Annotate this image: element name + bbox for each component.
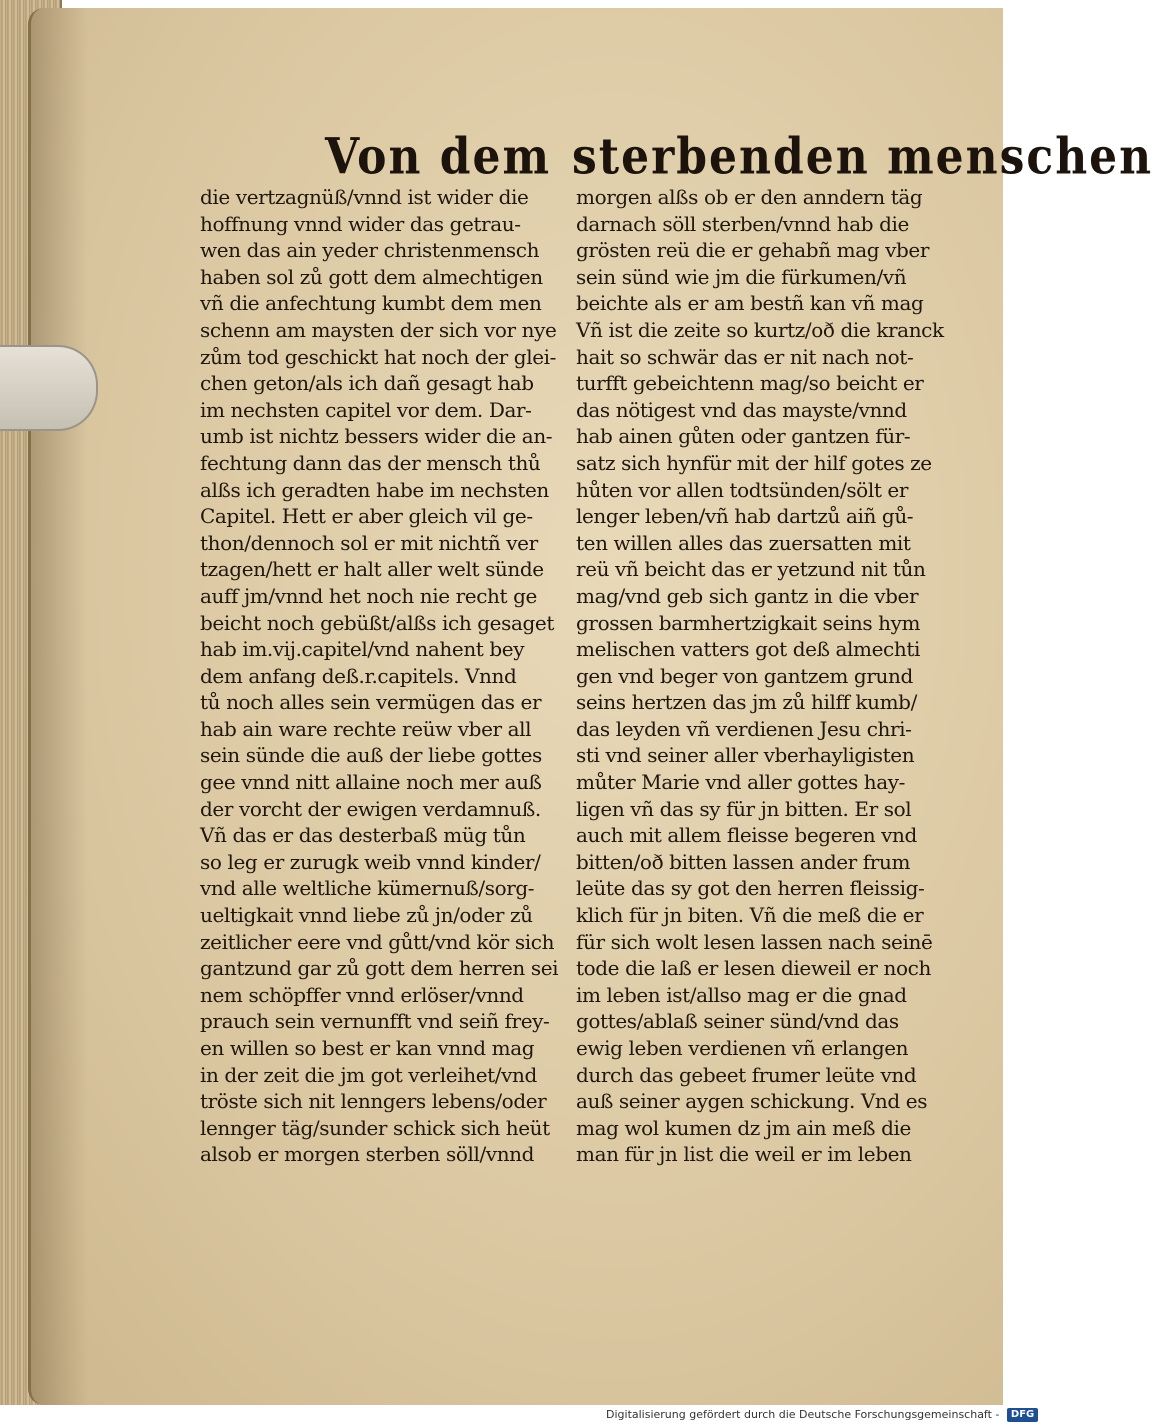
text-line: sti vnd seiner aller vberhayligisten xyxy=(576,743,915,768)
text-line: ewig leben verdienen vñ erlangen xyxy=(576,1036,909,1060)
text-line: beicht noch gebüßt/alßs ich gesaget xyxy=(200,610,554,635)
text-line: bitten/oð bitten lassen ander frum xyxy=(576,849,911,874)
text-line: Vñ das er das desterbaß müg tůn xyxy=(200,823,526,848)
text-column-right xyxy=(576,184,944,1168)
text-line: gottes/ablaß seiner sünd/vnd das xyxy=(576,1009,899,1034)
text-line: im leben ist/allso mag er die gnad xyxy=(576,982,907,1007)
text-line: grossen barmhertzigkait seins hym xyxy=(576,610,921,635)
text-line: vñ die anfechtung kumbt dem men xyxy=(200,291,542,316)
text-line: prauch sein vernunfft vnd seiñ frey- xyxy=(200,1009,550,1034)
text-line: mag/vnd geb sich gantz in die vber xyxy=(576,583,919,608)
text-line: auff jm/vnnd het noch nie recht ge xyxy=(200,583,537,608)
text-line: alsob er morgen sterben söll/vnnd xyxy=(200,1142,535,1167)
text-line: die vertzagnüß/vnnd ist wider die xyxy=(200,185,529,209)
text-line: tzagen/hett er halt aller welt sünde xyxy=(200,557,544,582)
running-header-right: sterbenden menschen xyxy=(572,128,1153,186)
text-line: nem schöpffer vnnd erlöser/vnnd xyxy=(200,982,524,1007)
text-line: zeitlicher eere vnd gůtt/vnd kör sich xyxy=(200,929,555,954)
text-line: haben sol zů gott dem almechtigen xyxy=(200,264,543,289)
text-line: satz sich hynfür mit der hilf gotes ze xyxy=(576,450,932,475)
text-line: klich für jn biten. Vñ die meß die er xyxy=(576,903,924,928)
text-line: alßs ich geradten habe im nechsten xyxy=(200,477,549,502)
text-line: hoffnung vnnd wider das getrau- xyxy=(200,211,521,236)
text-line: auch mit allem fleisse begeren vnd xyxy=(576,823,917,848)
text-line: für sich wolt lesen lassen nach seinē xyxy=(576,929,933,954)
text-line: turfft gebeichtenn mag/so beicht er xyxy=(576,371,924,396)
text-line: darnach söll sterben/vnnd hab die xyxy=(576,211,909,236)
text-line: Capitel. Hett er aber gleich vil ge- xyxy=(200,504,533,529)
footer-text: Digitalisierung gefördert durch die Deutsche Forschungsgemeinschaft - xyxy=(606,1408,1000,1421)
text-line: gantzund gar zů gott dem herren sei xyxy=(200,956,559,981)
text-line: lennger täg/sunder schick sich heüt xyxy=(200,1115,550,1140)
text-line: Vñ ist die zeite so kurtz/oð die kranck xyxy=(576,317,944,342)
text-line: vnd alle weltliche kümernuß/sorg- xyxy=(200,876,535,901)
text-column-left xyxy=(200,184,559,1168)
text-line: hůten vor allen todtsünden/sölt er xyxy=(576,477,909,502)
running-header-left: Von dem xyxy=(325,128,552,186)
text-line: in der zeit die jm got verleihet/vnd xyxy=(200,1062,537,1087)
text-line: das leyden vñ verdienen Jesu chri- xyxy=(576,716,912,741)
text-line: zům tod geschickt hat noch der glei- xyxy=(200,344,556,369)
text-line: gee vnnd nitt allaine noch mer auß xyxy=(200,770,542,795)
dfg-logo: DFG xyxy=(1007,1408,1038,1422)
text-line: tů noch alles sein vermügen das er xyxy=(200,690,542,715)
text-line: ten willen alles das zuersatten mit xyxy=(576,530,911,555)
text-line: der vorcht der ewigen verdamnuß. xyxy=(200,796,541,821)
text-line: dem anfang deß.r.capitels. Vnnd xyxy=(200,663,517,688)
text-line: reü vñ beicht das er yetzund nit tůn xyxy=(576,557,926,582)
text-line: sein sünde die auß der liebe gottes xyxy=(200,743,542,768)
text-line: grösten reü die er gehabñ mag vber xyxy=(576,238,929,263)
text-line: schenn am maysten der sich vor nye xyxy=(200,317,557,342)
text-line: hab im.vij.capitel/vnd nahent bey xyxy=(200,637,525,662)
text-line: tode die laß er lesen dieweil er noch xyxy=(576,956,931,981)
text-line: sein sünd wie jm die fürkumen/vñ xyxy=(576,264,907,289)
text-line: im nechsten capitel vor dem. Dar- xyxy=(200,397,532,422)
text-line: gen vnd beger von gantzem grund xyxy=(576,663,913,688)
text-line: morgen alßs ob er den anndern täg xyxy=(576,185,923,209)
text-line: wen das ain yeder christenmensch xyxy=(200,238,540,263)
text-line: auß seiner aygen schickung. Vnd es xyxy=(576,1089,928,1114)
text-line: ueltigkait vnnd liebe zů jn/oder zů xyxy=(200,903,533,928)
text-line: můter Marie vnd aller gottes hay- xyxy=(576,770,906,795)
text-line: das nötigest vnd das mayste/vnnd xyxy=(576,397,907,422)
text-line: hait so schwär das er nit nach not- xyxy=(576,344,914,369)
text-line: hab ain ware rechte reüw vber all xyxy=(200,716,532,741)
text-line: seins hertzen das jm zů hilff kumb/ xyxy=(576,690,917,715)
text-line: man für jn list die weil er im leben xyxy=(576,1142,912,1167)
text-line: so leg er zurugk weib vnnd kinder/ xyxy=(200,849,541,874)
text-line: umb ist nichtz bessers wider die an- xyxy=(200,424,553,449)
text-line: thon/dennoch sol er mit nichtñ ver xyxy=(200,530,538,555)
text-line: lenger leben/vñ hab dartzů aiñ gů- xyxy=(576,504,914,529)
text-line: leüte das sy got den herren fleissig- xyxy=(576,876,925,901)
footer-credit xyxy=(606,1405,1035,1425)
text-line: beichte als er am bestñ kan vñ mag xyxy=(576,291,924,316)
gutter-shadow xyxy=(28,8,88,1405)
text-line: hab ainen gůten oder gantzen für- xyxy=(576,424,911,449)
page-clip xyxy=(0,345,98,431)
text-line: chen geton/als ich dañ gesagt hab xyxy=(200,371,534,396)
text-line: en willen so best er kan vnnd mag xyxy=(200,1036,535,1060)
text-line: fechtung dann das der mensch thů xyxy=(200,450,541,475)
text-line: mag wol kumen dz jm ain meß die xyxy=(576,1115,911,1140)
text-line: tröste sich nit lenngers lebens/oder xyxy=(200,1089,547,1114)
text-line: durch das gebeet frumer leüte vnd xyxy=(576,1062,917,1087)
text-line: ligen vñ das sy für jn bitten. Er sol xyxy=(576,796,912,821)
text-line: melischen vatters got deß almechti xyxy=(576,637,920,662)
